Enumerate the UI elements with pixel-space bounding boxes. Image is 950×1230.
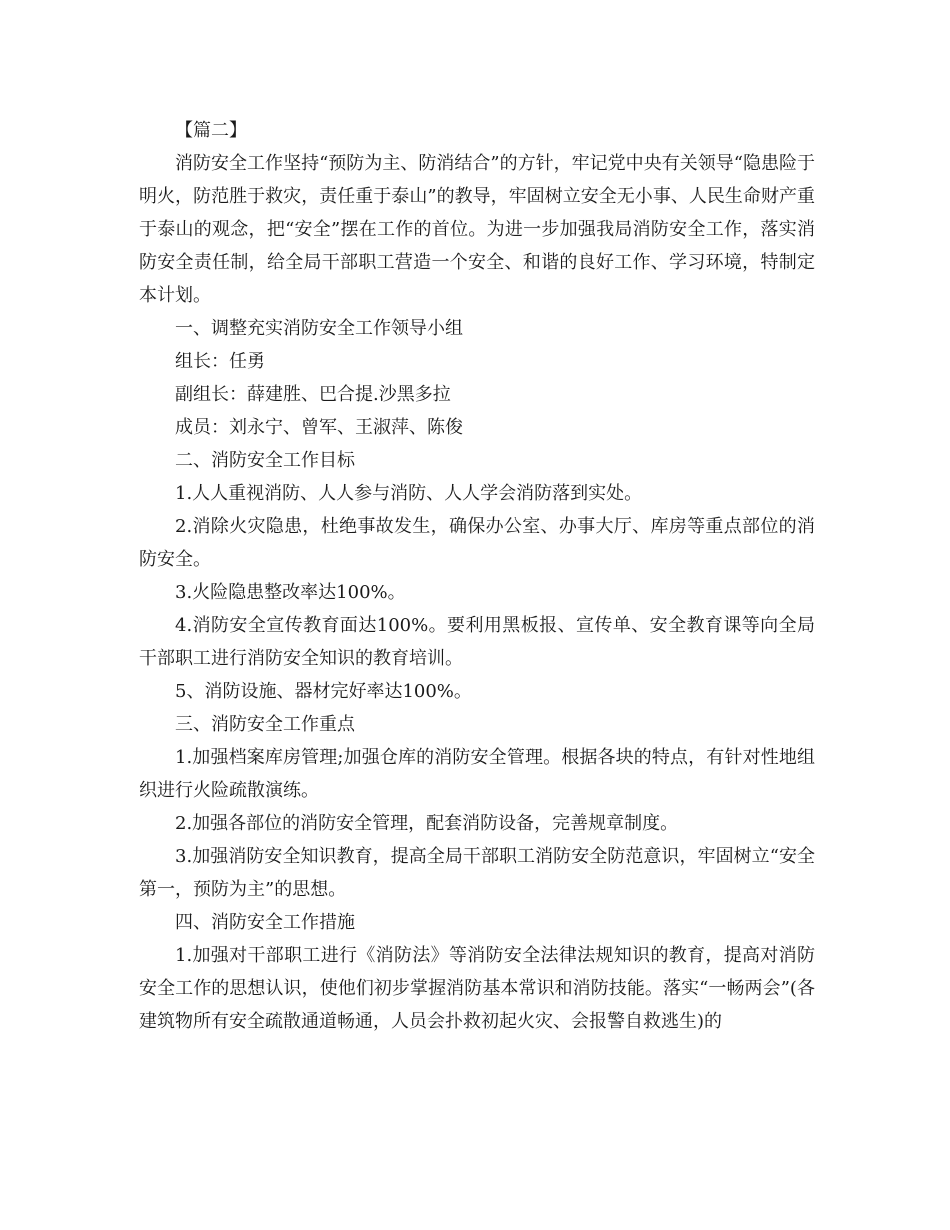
goal-item-1: 1.人人重视消防、人人参与消防、人人学会消防落到实处。	[175, 483, 643, 504]
section-label: 【篇二】	[175, 120, 247, 141]
goal-item-5: 5、消防设施、器材完好率达100%。	[175, 681, 472, 702]
focus-item-3: 3.加强消防安全知识教育，提高全局干部职工消防安全防范意识，牢固树立“安全第一，预防为主”的思想。	[139, 846, 815, 900]
document-page	[139, 114, 815, 1038]
focus-item-2: 2.加强各部位的消防安全管理，配套消防设备，完善规章制度。	[175, 813, 679, 834]
goal-item-2: 2.消除火灾隐患，杜绝事故发生，确保办公室、办事大厅、库房等重点部位的消防安全。	[139, 516, 815, 570]
paragraph-intro: 消防安全工作坚持“预防为主、防消结合”的方针，牢记党中央有关领导“隐患险于明火，防范胜于救灾，责任重于泰山”的教导，牢固树立安全无小事、人民生命财产重于泰山的观念，把“安全”摆在工作的首位。为进一步加强我局消防安全工作，落实消防安全责任制，给全局干部职工营造一个安全、和谐的良好工作、学习环境，特制定本计划。	[139, 153, 815, 306]
heading-focus: 三、消防安全工作重点	[175, 714, 355, 735]
goal-item-4: 4.消防安全宣传教育面达100%。要利用黑板报、宣传单、安全教育课等向全局干部职工进行消防安全知识的教育培训。	[139, 615, 815, 669]
members-line: 成员：刘永宁、曾军、王淑萍、陈俊	[175, 417, 463, 438]
focus-item-1: 1.加强档案库房管理;加强仓库的消防安全管理。根据各块的特点，有针对性地组织进行火险疏散演练。	[139, 747, 815, 801]
deputy-leader-line: 副组长：薛建胜、巴合提.沙黑多拉	[175, 384, 451, 405]
measure-item-1: 1.加强对干部职工进行《消防法》等消防安全法律法规知识的教育，提高对消防安全工作的思想认识，使他们初步掌握消防基本常识和消防技能。落实“一畅两会”(各建筑物所有安全疏散通道畅通，人员会扑救初起火灾、会报警自救逃生)的	[139, 945, 815, 1032]
goal-item-3: 3.火险隐患整改率达100%。	[175, 582, 406, 603]
leader-line: 组长：任勇	[175, 351, 265, 372]
heading-measures: 四、消防安全工作措施	[175, 912, 355, 933]
heading-goals: 二、消防安全工作目标	[175, 450, 355, 471]
heading-leadership-group: 一、调整充实消防安全工作领导小组	[175, 318, 463, 339]
